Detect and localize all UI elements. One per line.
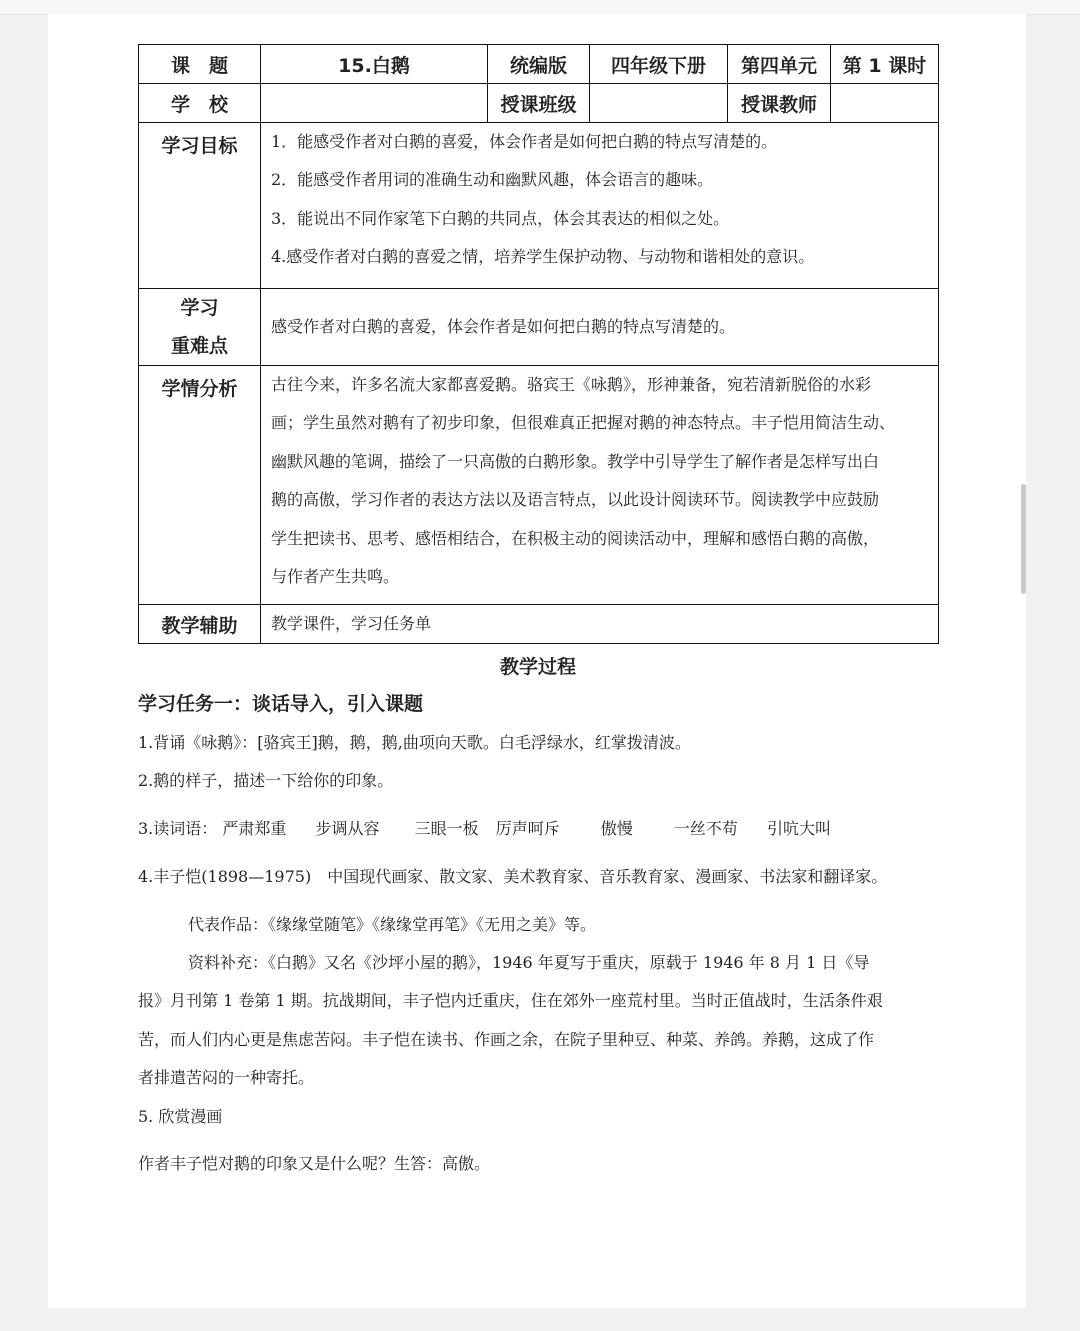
task-title: 学习任务一：谈话导入，引入课题 bbox=[138, 693, 424, 715]
vocab-word: 一丝不苟 bbox=[673, 818, 738, 838]
class-value bbox=[590, 84, 728, 123]
analysis-text bbox=[261, 366, 939, 605]
analysis-label: 学情分析 bbox=[139, 366, 261, 605]
analysis-line: 鹅的高傲，学习作者的表达方法以及语言特点，以此设计阅读环节。阅读教学中应鼓励 bbox=[271, 490, 880, 510]
aids-label: 教学辅助 bbox=[139, 605, 261, 644]
lesson-label: 课 题 bbox=[139, 45, 261, 84]
table-row-aids bbox=[139, 605, 939, 644]
vocab-word: 步调从容 bbox=[315, 818, 380, 838]
analysis-line: 古往今来，许多名流大家都喜爱鹅。骆宾王《咏鹅》，形神兼备，宛若清新脱俗的水彩 bbox=[271, 375, 872, 394]
goals-label: 学习目标 bbox=[139, 123, 261, 289]
unit: 第四单元 bbox=[728, 45, 831, 84]
table-row-analysis bbox=[139, 366, 939, 605]
teacher-label: 授课教师 bbox=[728, 84, 831, 123]
aids-text: 教学课件，学习任务单 bbox=[261, 605, 939, 644]
scrollbar[interactable] bbox=[1021, 484, 1026, 594]
supplement-line: 者排遣苦闷的一种寄托。 bbox=[138, 1068, 315, 1088]
lesson-title: 15.白鹅 bbox=[261, 45, 488, 84]
lesson-info-table bbox=[138, 44, 939, 644]
key-points-label-line2: 重难点 bbox=[170, 335, 228, 357]
document-content bbox=[138, 44, 938, 1183]
analysis-line: 画；学生虽然对鹅有了初步印象，但很难真正把握对鹅的神态特点。丰子恺用简洁生动、 bbox=[271, 413, 896, 433]
section-title: 教学过程 bbox=[499, 656, 576, 678]
grade: 四年级下册 bbox=[590, 45, 728, 84]
vocab-word: 傲慢 bbox=[600, 818, 633, 838]
goal-item: 2．能感受作者用词的准确生动和幽默风趣，体会语言的趣味。 bbox=[271, 170, 714, 190]
table-row-title bbox=[139, 45, 939, 84]
analysis-line: 幽默风趣的笔调，描绘了一只高傲的白鹅形象。教学中引导学生了解作者是怎样写出白 bbox=[271, 451, 880, 471]
step-3-prefix: 3.读词语： bbox=[138, 818, 218, 838]
supplement-line: 资料补充：《白鹅》又名《沙坪小屋的鹅》，1946 年夏写于重庆，原载于 1946 年 8 月 1 日《导 bbox=[188, 953, 870, 973]
vocab-word: 严肃郑重 bbox=[222, 818, 287, 838]
key-points-label bbox=[139, 289, 261, 366]
teacher-value bbox=[831, 84, 939, 123]
step-1: 1.背诵《咏鹅》：[骆宾王]鹅，鹅，鹅,曲项向天歌。白毛浮绿水，红掌拨清波。 bbox=[138, 733, 691, 752]
goal-item: 1．能感受作者对白鹅的喜爱，体会作者是如何把白鹅的特点写清楚的。 bbox=[271, 132, 778, 151]
table-row-key-points bbox=[139, 289, 939, 366]
class-label: 授课班级 bbox=[488, 84, 590, 123]
table-row-school bbox=[139, 84, 939, 123]
step-3 bbox=[138, 810, 938, 848]
period: 第 1 课时 bbox=[831, 45, 939, 84]
supplement-paragraph bbox=[138, 944, 938, 1098]
goals-list bbox=[261, 123, 939, 289]
vocab-word: 三眼一板 bbox=[414, 818, 479, 838]
step-2: 2.鹅的样子，描述一下给你的印象。 bbox=[138, 771, 394, 791]
representative-works: 代表作品：《缘缘堂随笔》《缘缘堂再笔》《无用之美》等。 bbox=[188, 914, 597, 934]
analysis-line: 学生把读书、思考、感悟相结合，在积极主动的阅读活动中，理解和感悟白鹅的高傲， bbox=[271, 528, 880, 548]
school-label: 学 校 bbox=[139, 84, 261, 123]
step-4: 4.丰子恺(1898—1975) 中国现代画家、散文家、美术教育家、音乐教育家、漫画家、书法家和翻译家。 bbox=[138, 867, 888, 887]
goal-item: 4.感受作者对白鹅的喜爱之情，培养学生保护动物、与动物和谐相处的意识。 bbox=[271, 247, 815, 267]
key-points-text: 感受作者对白鹅的喜爱，体会作者是如何把白鹅的特点写清楚的。 bbox=[261, 289, 939, 366]
vocab-word: 厉声呵斥 bbox=[495, 818, 560, 838]
supplement-line: 苦，而人们内心更是焦虑苦闷。丰子恺在读书、作画之余，在院子里种豆、种菜、养鸽。养鹅，这成了作 bbox=[138, 1029, 875, 1049]
key-points-label-line1: 学习 bbox=[180, 297, 219, 319]
table-row-goals bbox=[139, 123, 939, 289]
vocab-word: 引吭大叫 bbox=[767, 818, 832, 838]
school-value bbox=[261, 84, 488, 123]
edition: 统编版 bbox=[488, 45, 590, 84]
supplement-line: 报》月刊第 1 卷第 1 期。抗战期间，丰子恺内迁重庆，住在郊外一座荒村里。当时正值战时，生活条件艰 bbox=[138, 991, 883, 1011]
step-5: 5. 欣赏漫画 bbox=[138, 1106, 223, 1126]
closing-question: 作者丰子恺对鹅的印象又是什么呢？生答：高傲。 bbox=[138, 1154, 491, 1174]
analysis-line: 与作者产生共鸣。 bbox=[271, 567, 400, 587]
viewer-top-bar bbox=[0, 0, 1080, 15]
goal-item: 3．能说出不同作家笔下白鹅的共同点，体会其表达的相似之处。 bbox=[271, 208, 730, 228]
document-page bbox=[48, 14, 1026, 1308]
